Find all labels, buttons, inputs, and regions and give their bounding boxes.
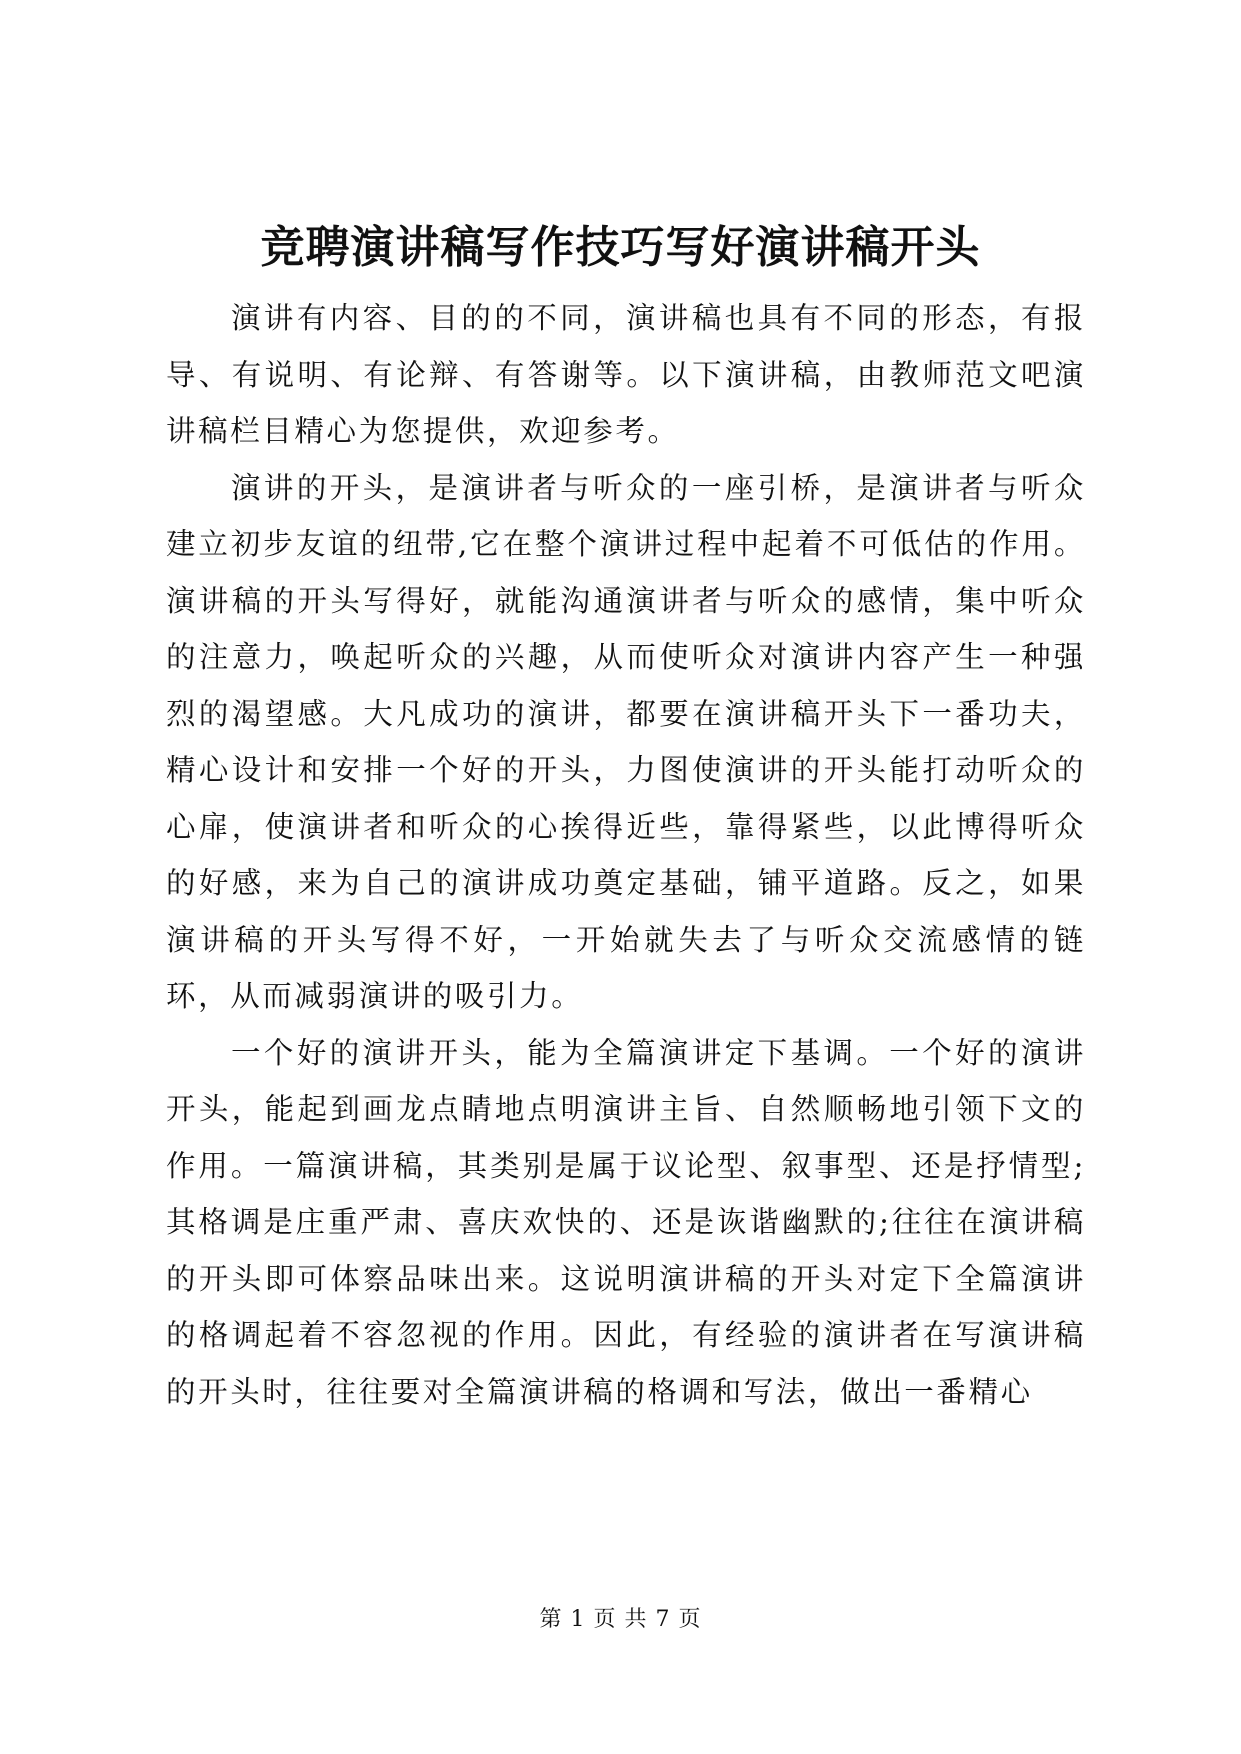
document-body [166,290,1086,1420]
page-footer: 第 1 页 共 7 页 [539,1607,702,1632]
paragraph-intro: 演讲有内容、目的的不同，演讲稿也具有不同的形态，有报导、有说明、有论辩、有答谢等。以下演讲稿，由教师范文吧演讲稿栏目精心为您提供，欢迎参考。 [166,301,1086,448]
paragraph-opening-tone: 一个好的演讲开头，能为全篇演讲定下基调。一个好的演讲开头，能起到画龙点睛地点明演讲主旨、自然顺畅地引领下文的作用。一篇演讲稿，其类别是属于议论型、叙事型、还是抒情型;其格调是庄重严肃、喜庆欢快的、还是诙谐幽默的;往往在演讲稿的开头即可体察品味出来。这说明演讲稿的开头对定下全篇演讲的格调起着不容忽视的作用。因此，有经验的演讲者在写演讲稿的开头时，往往要对全篇演讲稿的格调和写法，做出一番精心 [166,1035,1086,1409]
document-title: 竞聘演讲稿写作技巧写好演讲稿开头 [260,222,981,273]
paragraph-opening-importance: 演讲的开头，是演讲者与听众的一座引桥，是演讲者与听众建立初步友谊的纽带,它在整个演讲过程中起着不可低估的作用。演讲稿的开头写得好，就能沟通演讲者与听众的感情，集中听众的注意力，唤起听众的兴趣，从而使听众对演讲内容产生一种强烈的渴望感。大凡成功的演讲，都要在演讲稿开头下一番功夫，精心设计和安排一个好的开头，力图使演讲的开头能打动听众的心扉，使演讲者和听众的心挨得近些，靠得紧些，以此博得听众的好感，来为自己的演讲成功奠定基础，铺平道路。反之，如果演讲稿的开头写得不好，一开始就失去了与听众交流感情的链环，从而减弱演讲的吸引力。 [166,470,1086,1013]
